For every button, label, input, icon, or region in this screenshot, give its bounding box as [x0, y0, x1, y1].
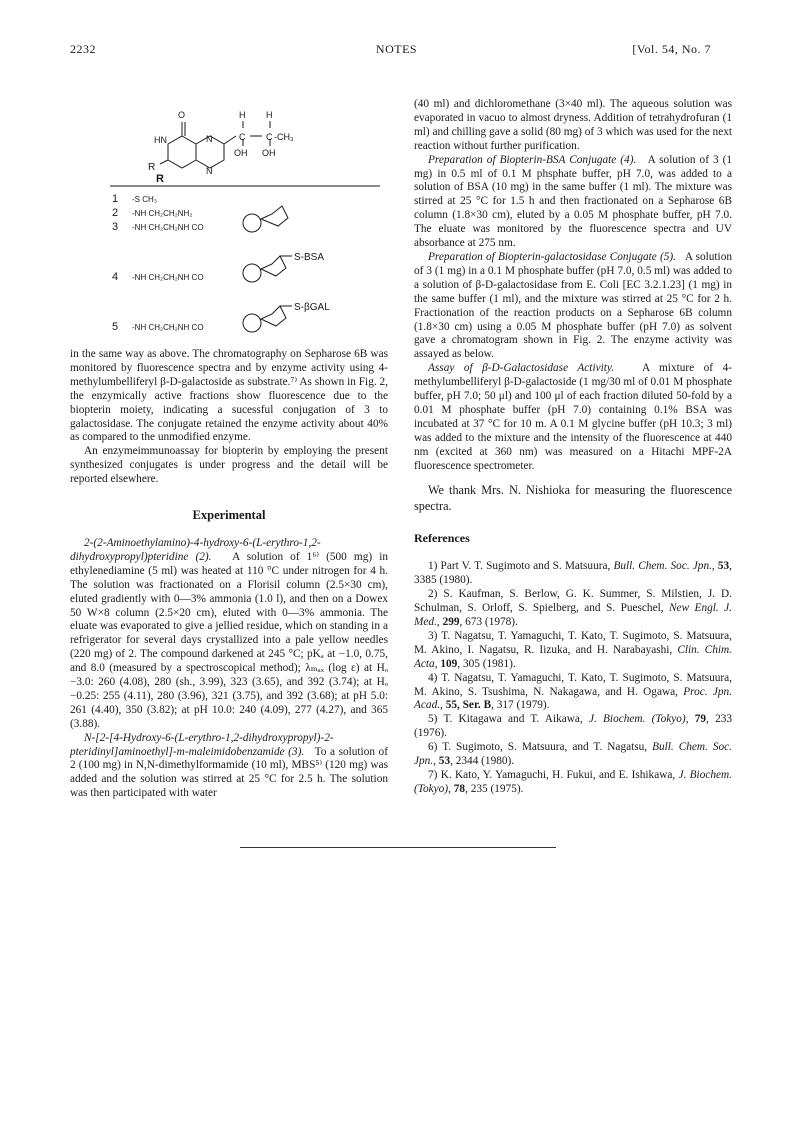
r-substituent: -NH CH₂CH₂NH CO: [132, 223, 204, 232]
compound-number: 2: [112, 207, 119, 219]
compound-number: 3: [112, 221, 119, 233]
experimental-paragraph: [70, 732, 388, 802]
reference-item: 7) K. Kato, Y. Yamaguchi, H. Fukui, and E. Ishikawa, J. Biochem. (Tokyo), 78, 235 (1975).: [414, 768, 733, 795]
hydrogen-label-1: H: [239, 110, 246, 120]
procedure-title: Assay of β-D-Galactosidase Activity.: [428, 362, 615, 375]
bsa-tag: S-BSA: [294, 252, 325, 263]
volume-info: [Vol. 54, No. 7: [632, 42, 711, 56]
r-substituent: -S CH₃: [132, 195, 158, 204]
experimental-paragraph: [70, 537, 388, 732]
r-column-heading: R: [156, 173, 164, 185]
procedure-body: A solution of 3 (1 mg) in a 0.1 M phosphate buffer (pH 7.0, 0.5 ml) was added to a solution of β-D-galactosidase from E. Coli [EC 3.2.1.23] (1 mg) in the same buffer (1 ml), and the mixture was stirred at 25 °C for 2 h. Fractionation of the reaction products on a Sepharose 6B column (1.8×30 cm) using a 0.05 M phosphate buffer (pH 7.0) as solvent gave a chromatogram shown in Fig. 2. The enzyme activity was assayed as below.: [414, 250, 732, 361]
carbon-label-1: C: [239, 132, 246, 142]
experimental-paragraph: [414, 154, 732, 251]
body-paragraph: (40 ml) and dichloromethane (3×40 ml). The aqueous solution was evaporated in vacuo to almost dryness. Addition of tetrahydrofuran (1 ml) and chilling gave a solid (80 mg) of 3 which was used for the next reaction without further purification.: [414, 98, 732, 152]
hydrogen-label-2: H: [266, 110, 273, 120]
procedure-body: A solution of 1⁶⁾ (500 mg) in ethylenediamine (5 ml) was heated at 110 °C under nitrogen for 4 h. The solution was fractionated on a Florisil column (2.5×30 cm), eluted gradiently with 0—3% ammonia (1.0 l), and then on a Dowex 50 W×8 column (2.5×20 cm), eluted with 0—3% ammonia. The eluate was evaporated to give a jellied residue, which on standing in a refrigerator for several days crystallized into a pale yellow needles (220 mg) of 2. The compound darkened at 245 °C; pKₐ at −1.0, 0.75, and 8.0 (measured by a spectroscopical method); λₘₐₓ (log ε) at Hₒ −3.0: 260 (4.08), 280 (sh., 3.99), 323 (3.65), and 392 (3.74); at Hₒ −0.25: 255 (4.11), 280 (3.96), 321 (3.75), and 392 (3.68); at pH 5.0: 261 (4.40), 350 (3.82); at pH 10.0: 240 (4.09), 277 (4.27), and 365 (3.88).: [70, 550, 388, 730]
reference-item: 5) T. Kitagawa and T. Aikawa, J. Biochem. (Tokyo), 79, 233 (1976).: [414, 713, 733, 740]
references-heading: References: [414, 531, 470, 546]
body-paragraph: in the same way as above. The chromatography on Sepharose 6B was monitored by fluorescence spectra and by enzyme activity using 4-methylumbelliferyl β-D-galactoside as substrate.⁷⁾ As shown in Fig. 2, the enzymically active fractions show fluorescence due to the biopterin moiety, indicating a sucessful conjugation of 3 to galactosidase. The conjugate retained the enzyme activity about 40% as compared to the unmodified enzyme.: [70, 348, 388, 444]
experimental-heading: Experimental: [192, 508, 266, 523]
r-group-label: R: [148, 162, 156, 173]
reference-item: 1) Part V. T. Sugimoto and S. Matsuura, Bull. Chem. Soc. Jpn., 53, 3385 (1980).: [414, 560, 732, 587]
hydroxyl-label-2: OH: [262, 148, 276, 158]
procedure-title: Preparation of Biopterin-BSA Conjugate (4).: [428, 153, 637, 166]
procedure-title: N-[2-[4-Hydroxy-6-(L-erythro-1,2-dihydroxypropyl)-2-pteridinyl]aminoethyl]-m-maleimidobenzamide (3).: [70, 731, 334, 758]
procedure-title: 2-(2-Aminoethylamino)-4-hydroxy-6-(L-erythro-1,2-dihydroxypropyl)pteridine (2).: [70, 536, 321, 563]
oxo-label: O: [178, 110, 186, 120]
hydroxyl-label-1: OH: [234, 148, 248, 158]
reference-item: 6) T. Sugimoto, S. Matsuura, and T. Nagatsu, Bull. Chem. Soc. Jpn., 53, 2344 (1980).: [414, 741, 733, 768]
running-title: NOTES: [375, 42, 418, 56]
procedure-title: Preparation of Biopterin-galactosidase Conjugate (5).: [428, 250, 676, 263]
r-substituent: -NH CH₂CH₂NH₂: [132, 209, 193, 218]
r-substituent: -NH CH₂CH₂NH CO: [132, 323, 204, 332]
page-number: 2232: [70, 42, 96, 56]
reference-item: 2) S. Kaufman, S. Berlow, G. K. Summer, S. Milstien, J. D. Schulman, S. Orloff, S. Spielberg, and S. Pueschel, New Engl. J. Med., 299, 673 (1978).: [414, 588, 733, 628]
r-substituent: -NH CH₂CH₂NH CO: [132, 273, 204, 282]
procedure-body: A solution of 3 (1 mg) in 0.5 ml of 0.1 M phsphate buffer, pH 7.0, was added to a solution of BSA (10 mg) in the same buffer (1 ml). The mixture was stirred at 25 °C for 1.5 h and then fractionated on a Sepharose 6B column (1.8×30 cm), eluted by a 0.05 M phosphate buffer, pH 7.0. The eluate was monitored by the fluorescence spectra and UV absorbance at 275 nm.: [414, 153, 732, 250]
compound-number: 4: [112, 271, 119, 283]
procedure-body: A mixture of 4-methylumbelliferyl β-D-galactoside (1 mg/30 ml of 0.01 M phosphate buffer, pH 7.0; 50 μl) and 100 μl of each fraction diluted 50-fold by a 0.01 M phosphate buffer (pH 7.0) containing 0.1% BSA was incubated at 37 °C for 10 m. A 0.1 M glycine buffer (pH 10.3; 3 ml) was added to the mixture and the intensity of the fluorescence at 440 nm (excited at 360 nm) was measured on a Hitachi MPF-2A fluorescence spectrometer.: [414, 362, 732, 472]
galactosidase-tag: S-βGAL: [294, 302, 330, 313]
chemical-structure-figure: [110, 98, 380, 348]
end-rule: [240, 847, 556, 848]
experimental-paragraph: [414, 362, 732, 473]
body-paragraph: An enzymeimmunoassay for biopterin by employing the present synthesized conjugates is under progress and the detail will be reported elsewhere.: [70, 445, 388, 486]
acknowledgment: We thank Mrs. N. Nishioka for measuring the fluorescence spectra.: [414, 483, 732, 513]
right-column: [414, 98, 732, 797]
hn-label: HN: [154, 135, 167, 145]
reference-item: 4) T. Nagatsu, T. Yamaguchi, T. Kato, T. Sugimoto, S. Matsuura, M. Akino, S. Tsushima, N. Nakagawa, and H. Ogawa, Proc. Jpn. Acad., 55, Ser. B, 317 (1979).: [414, 671, 733, 712]
left-column: [70, 348, 388, 801]
carbon-label-2: C: [266, 132, 273, 142]
compound-number: 1: [112, 193, 119, 205]
procedure-body: To a solution of 2 (100 mg) in N,N-dimethylformamide (10 ml), MBS⁵⁾ (120 mg) was added and the solution was stirred at 25 °C for 2.5 h. The solution was then participated with water: [70, 745, 388, 800]
n-label-bottom: N: [206, 166, 213, 176]
compound-number: 5: [112, 321, 119, 333]
methyl-label: -CH₃: [274, 132, 294, 142]
experimental-paragraph: [414, 251, 732, 362]
n-label-top: N: [206, 134, 213, 144]
reference-item: 3) T. Nagatsu, T. Yamaguchi, T. Kato, T. Sugimoto, S. Matsuura, M. Akino, I. Nagatsu, R. Iizuka, and H. Narabayashi, Clin. Chim. Acta, 109, 305 (1981).: [414, 629, 733, 670]
